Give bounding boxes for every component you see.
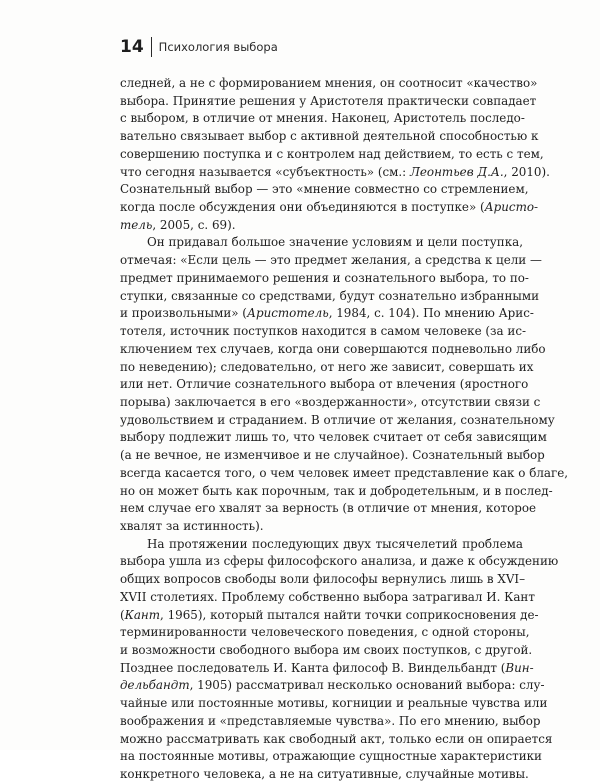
text-line [120, 359, 534, 377]
running-head [120, 36, 278, 58]
text-line [120, 624, 530, 642]
text-run: что сегодня называется «субъектность» (см.: [120, 164, 410, 179]
paragraph [120, 234, 569, 535]
text-line [120, 731, 553, 749]
text-run: можно рассматривать как свободный акт, только если он опирается [120, 731, 553, 746]
paragraph [120, 75, 550, 234]
text-line [120, 93, 537, 111]
text-run: или нет. Отличие сознательного выбора от влечения (яростного [120, 377, 529, 392]
italic-citation: Вин- [505, 660, 534, 675]
text-run: порыва) заключается в его «воздержанности», отсутствии связи с [120, 394, 541, 409]
text-run: предмет принимаемого решения и сознательного выбора, то по- [120, 270, 529, 285]
text-run: ( [120, 607, 125, 622]
text-line [120, 75, 538, 93]
text-run: (а не вечное, не изменчивое и не случайное). Сознательный выбор [120, 448, 545, 463]
text-line [120, 571, 526, 589]
text-line [120, 589, 535, 607]
text-run: удовольствием и страданием. В отличие от желания, сознательному [120, 412, 555, 427]
text-line [120, 288, 540, 306]
text-run: конкретного человека, а не на ситуативные, случайные мотивы. [120, 767, 529, 782]
text-run: вательно связывает выбор с активной деятельной способностью к [120, 129, 539, 144]
body-text [120, 75, 569, 784]
text-line [120, 341, 546, 359]
text-run: следней, а не с формированием мнения, он соотносит «качество» [120, 76, 538, 90]
italic-citation: Аристо- [484, 200, 539, 215]
text-line [120, 270, 529, 288]
text-run: совершению поступка и с контролем над действием, то есть с тем, [120, 146, 544, 161]
text-run: Сознательный выбор — это «мнение совместно со стремлением, [120, 182, 529, 197]
text-line [120, 164, 550, 182]
text-run: чайные или постоянные мотивы, когниции и реальные чувства или [120, 696, 548, 711]
italic-citation: Аристотель [246, 306, 329, 321]
text-line [120, 518, 523, 536]
text-run: отмечая: «Если цель — это предмет желания, а средства к цели — [120, 253, 542, 268]
text-line [120, 394, 541, 412]
text-run: тотеля, источник поступков находится в самом человеке (за ис- [120, 324, 527, 339]
text-run: ключением тех случаев, когда они совершаются подневольно либо [120, 341, 546, 356]
text-line [120, 128, 539, 146]
text-run: , 1984, с. 104). По мнению Арис- [328, 306, 534, 321]
text-line [120, 234, 523, 252]
text-line [120, 217, 523, 235]
text-run: и произвольными» ( [120, 306, 247, 321]
text-run: выбору подлежит лишь то, что человек считает от себя зависящим [120, 430, 547, 445]
text-run: всегда касается того, о чем человек имеет представление как о благе, [120, 465, 569, 480]
header-divider [151, 37, 152, 57]
text-run: XVII столетиях. Проблему собственно выбора затрагивал И. Кант [120, 589, 535, 604]
text-run: Он придавал большое значение условиям и цели поступка, [147, 235, 523, 250]
paragraph [120, 536, 559, 784]
text-line [120, 323, 527, 341]
text-line [120, 305, 534, 323]
text-line [120, 146, 544, 164]
page-number: 14 [120, 37, 144, 57]
text-line [120, 199, 539, 217]
text-run: , 1905) рассматривал несколько оснований выбора: слу- [189, 678, 545, 693]
text-line [120, 536, 523, 554]
text-line [120, 376, 529, 394]
text-line [120, 429, 547, 447]
italic-citation: тель [120, 217, 153, 232]
text-run: На протяжении последующих двух тысячелетий проблема [147, 536, 523, 551]
text-run: и возможности свободного выбора им своих поступков, с другой. [120, 643, 533, 657]
text-line [120, 465, 569, 483]
text-line [120, 607, 539, 625]
text-run: , 2005, с. 69). [152, 217, 236, 232]
text-run: на постоянные мотивы, отражающие сущностные характеристики [120, 749, 542, 764]
text-line [120, 110, 523, 128]
text-run: , 2010). [503, 164, 550, 179]
text-line [120, 447, 545, 465]
text-run: нем случае его хвалят за верность (в отличие от мнения, которое [120, 501, 537, 516]
text-line [120, 181, 529, 199]
text-run: терминированности человеческого поведения, с одной стороны, [120, 625, 530, 640]
text-run: хвалят за истинность). [120, 518, 264, 533]
italic-citation: Леонтьев Д.А. [409, 164, 504, 179]
italic-citation: дельбандт [120, 678, 190, 693]
text-line [120, 660, 534, 678]
text-line [120, 500, 537, 518]
text-line [120, 483, 553, 501]
text-run: но он может быть как порочным, так и добродетельным, и в послед- [120, 483, 553, 498]
text-line [120, 677, 545, 695]
text-run: ступки, связанные со средствами, будут сознательно избранными [120, 288, 540, 303]
text-line [120, 748, 542, 766]
text-line [120, 642, 533, 660]
running-head-title: Психология выбора [158, 40, 278, 54]
text-line [120, 713, 541, 731]
text-run: Позднее последователь И. Канта философ В. Виндельбандт ( [120, 660, 506, 675]
text-run: выбора ушла из сферы философского анализа, и даже к обсуждению [120, 554, 559, 569]
text-line [120, 412, 555, 430]
text-run: выбора. Принятие решения у Аристотеля практически совпадает [120, 93, 537, 108]
text-line [120, 695, 548, 713]
text-line [120, 553, 559, 571]
text-run: с выбором, в отличие от мнения. Наконец, Аристотель последо- [120, 111, 525, 126]
text-run: воображения и «представляемые чувства». По его мнению, выбор [120, 713, 541, 728]
text-run: общих вопросов свободы воли философы вернулись лишь в XVI– [120, 572, 526, 587]
text-run: , 1965), который пытался найти точки соприкосновения де- [160, 607, 539, 622]
text-line [120, 252, 542, 270]
text-run: по неведению); следовательно, от него же зависит, совершать их [120, 359, 534, 374]
italic-citation: Кант [124, 607, 161, 622]
text-run: когда после обсуждения они объединяются в поступке» ( [120, 200, 485, 215]
text-line [120, 766, 529, 784]
